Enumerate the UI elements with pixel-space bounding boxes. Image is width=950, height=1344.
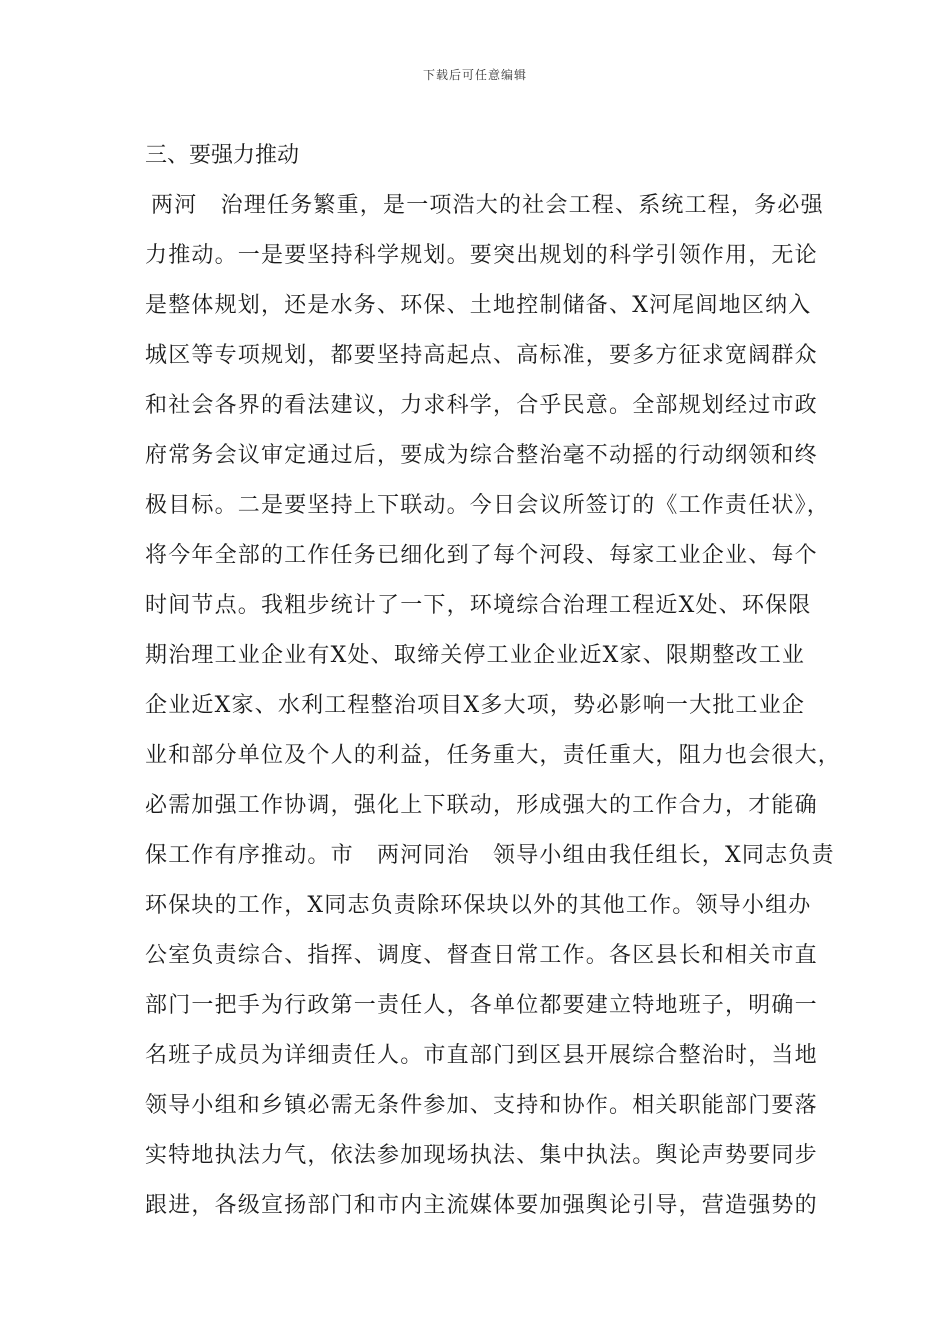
page-header-note: 下载后可任意编辑 (422, 68, 527, 82)
document-body (145, 131, 842, 1231)
paragraph-line: 极目标。二是要坚持上下联动。今日会议所签订的《工作责任状》， (145, 493, 831, 518)
paragraph-line: 力推动。一是要坚持科学规划。要突出规划的科学引领作用，无论 (145, 243, 818, 268)
section-paragraph (145, 181, 842, 1231)
paragraph-line: 两河 治理任务繁重，是一项浩大的社会工程、系统工程，务必强 (151, 193, 824, 218)
paragraph-line: 名班子成员为详细责任人。市直部门到区县开展综合整治时，当地 (145, 1043, 818, 1068)
paragraph-line: 是整体规划，还是水务、环保、土地控制储备、X河尾闾地区纳入 (145, 293, 812, 318)
paragraph-line: 业和部分单位及个人的利益，任务重大，责任重大，阻力也会很大， (145, 743, 842, 768)
paragraph-line: 将今年全部的工作任务已细化到了每个河段、每家工业企业、每个 (145, 543, 818, 568)
paragraph-line: 城区等专项规划，都要坚持高起点、高标准，要多方征求宽阔群众 (145, 343, 818, 368)
paragraph-line: 期治理工业企业有X处、取缔关停工业企业近X家、限期整改工业 (145, 643, 806, 668)
paragraph-line: 企业近X家、水利工程整治项目X多大项，势必影响一大批工业企 (145, 693, 806, 718)
paragraph-line: 必需加强工作协调，强化上下联动，形成强大的工作合力，才能确 (145, 793, 818, 818)
paragraph-line: 和社会各界的看法建议，力求科学，合乎民意。全部规划经过市政 (145, 393, 818, 418)
paragraph-line: 时间节点。我粗步统计了一下，环境综合治理工程近X处、环保限 (145, 593, 812, 618)
paragraph-line: 实特地执法力气，依法参加现场执法、集中执法。舆论声势要同步 (145, 1143, 818, 1168)
paragraph-line: 环保块的工作，X同志负责除环保块以外的其他工作。领导小组办 (145, 893, 812, 918)
paragraph-line: 领导小组和乡镇必需无条件参加、支持和协作。相关职能部门要落 (145, 1093, 818, 1118)
section-heading: 三、要强力推动 (145, 143, 300, 168)
paragraph-line: 公室负责综合、指挥、调度、督查日常工作。各区县长和相关市直 (145, 943, 818, 968)
paragraph-line: 保工作有序推动。市 两河同治 领导小组由我任组长，X同志负责 (145, 843, 835, 868)
paragraph-line: 部门一把手为行政第一责任人，各单位都要建立特地班子，明确一 (145, 993, 818, 1018)
paragraph-line: 府常务会议审定通过后，要成为综合整治毫不动摇的行动纲领和终 (145, 443, 818, 468)
paragraph-line: 跟进，各级宣扬部门和市内主流媒体要加强舆论引导，营造强势的 (145, 1193, 818, 1218)
